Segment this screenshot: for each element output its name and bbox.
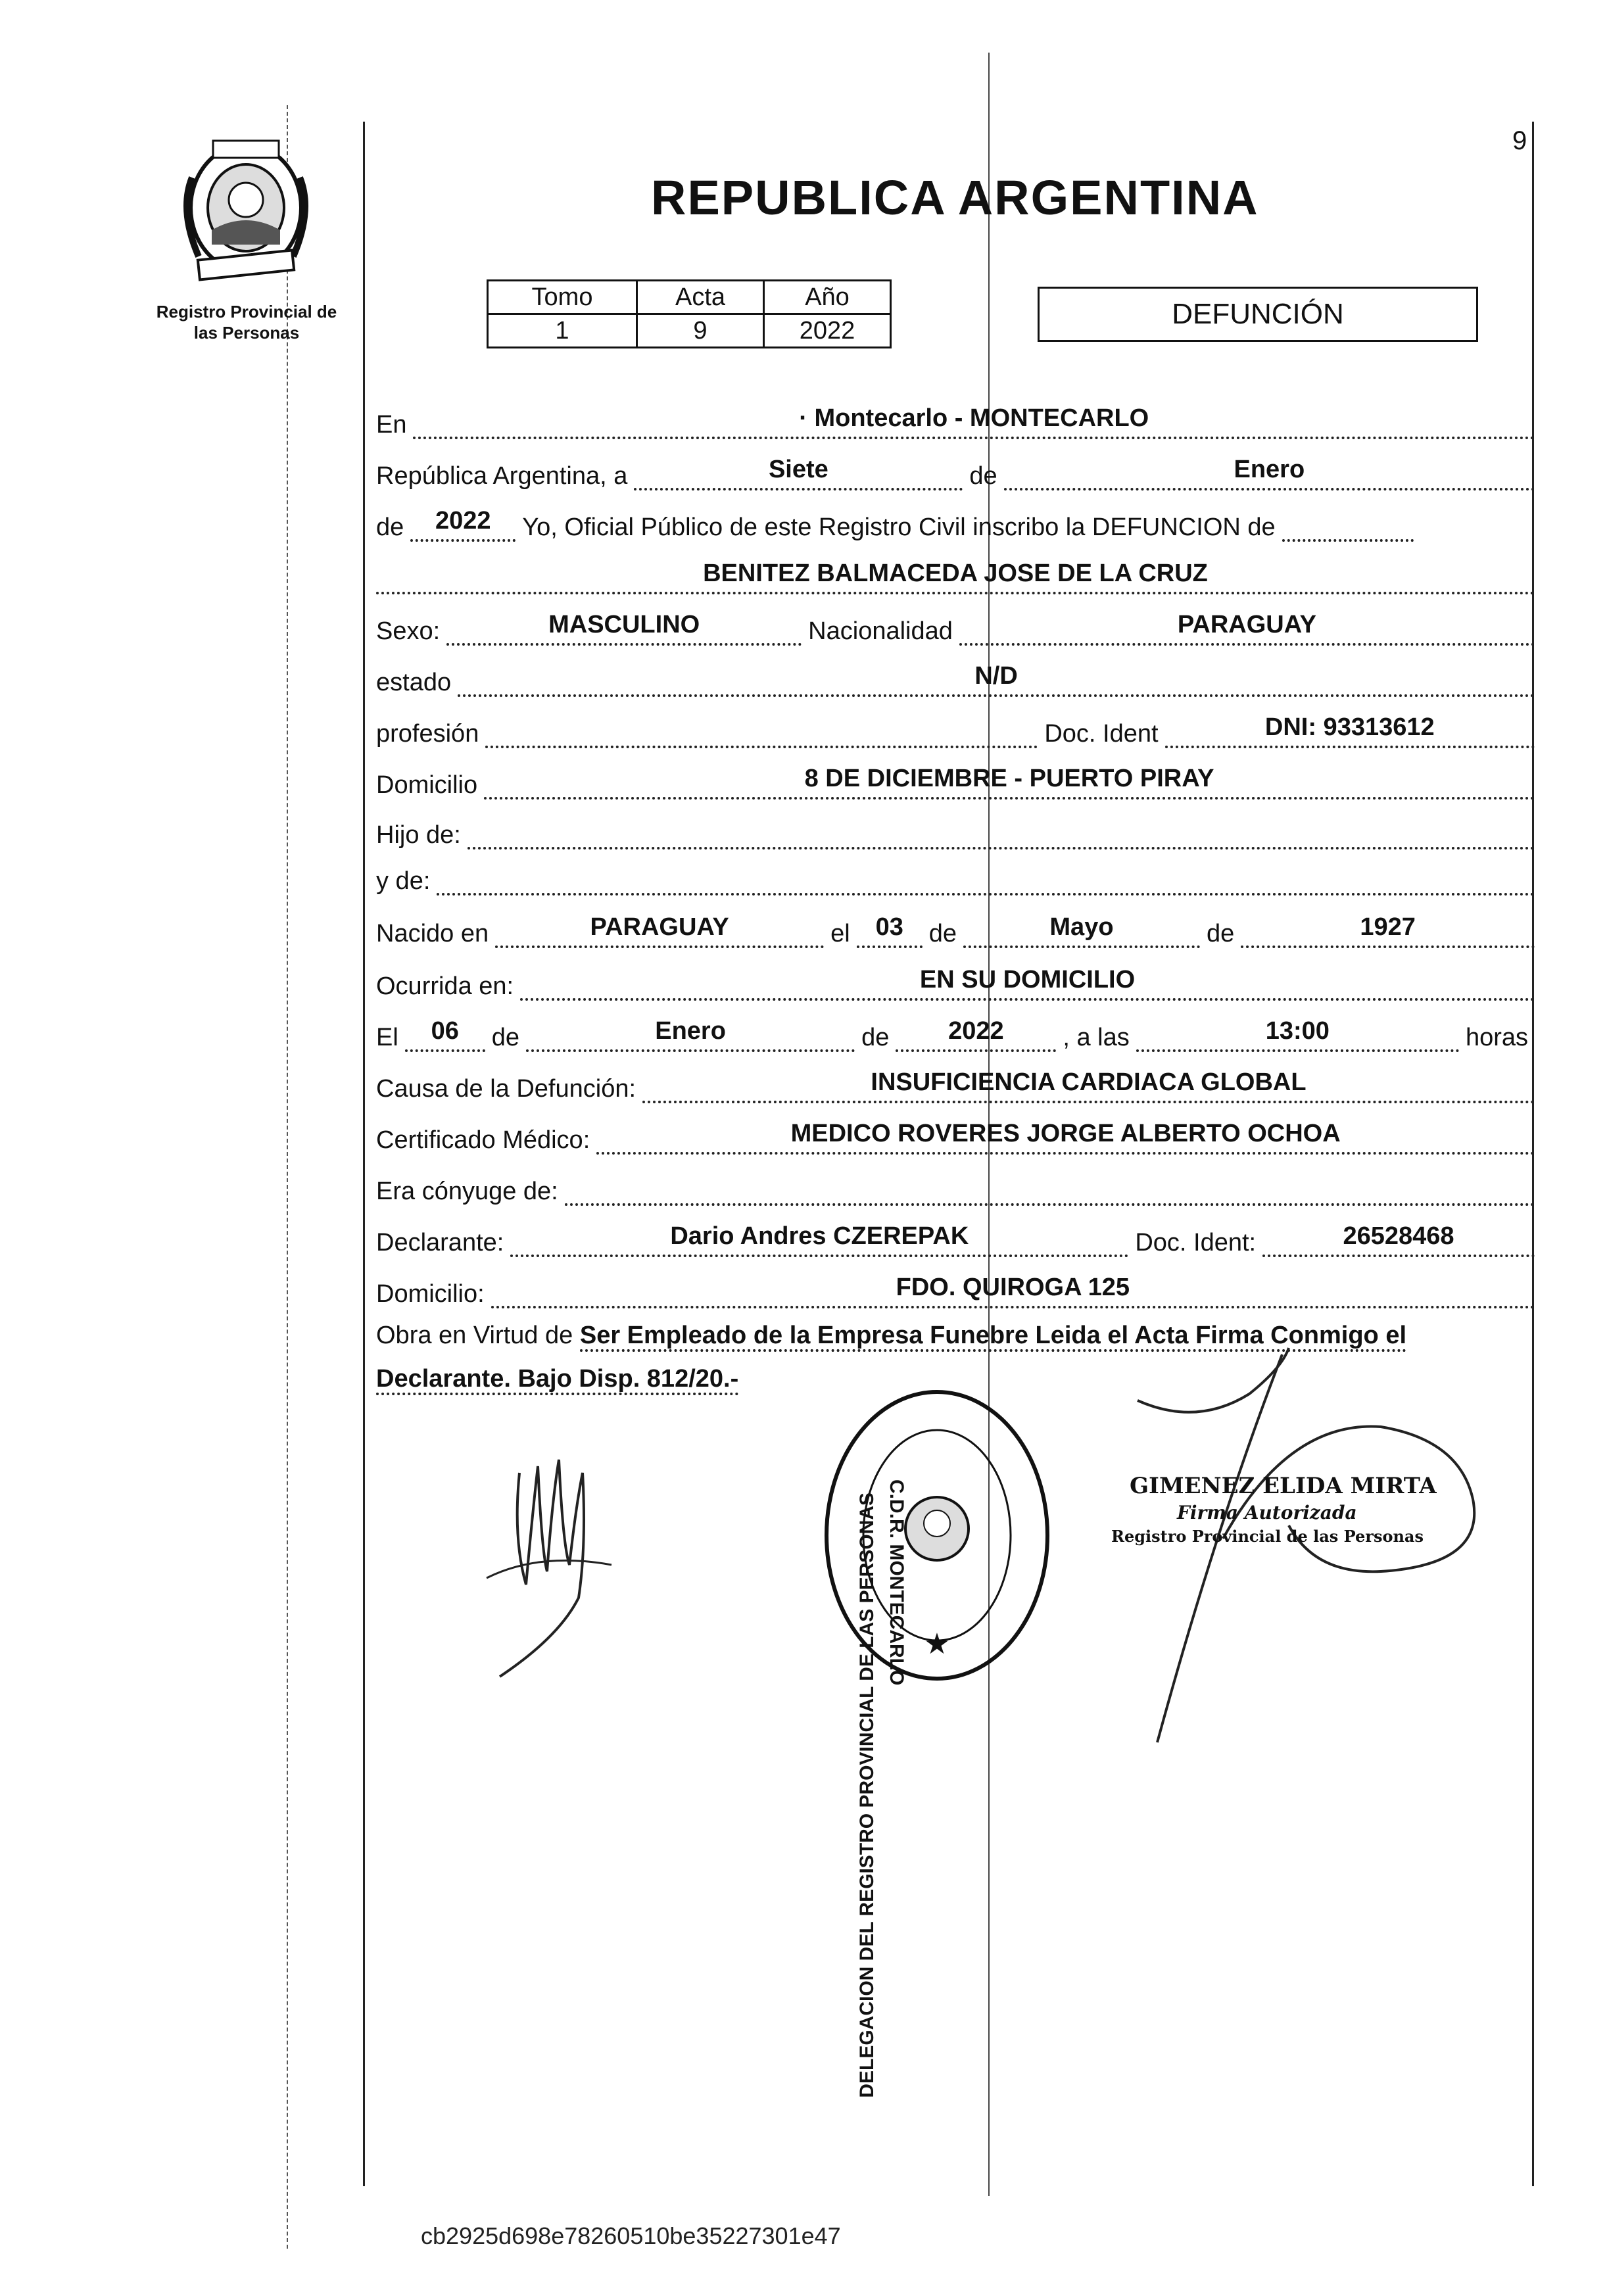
value-deceased-name: BENITEZ BALMACEDA JOSE DE LA CRUZ [703, 560, 1208, 587]
stamp-ring-text: DELEGACION DEL REGISTRO PROVINCIAL DE LAS PERSONAS [856, 1493, 878, 2098]
registry-table [487, 279, 892, 348]
value-certificado: MEDICO ROVERES JORGE ALBERTO OCHOA [790, 1120, 1341, 1147]
label-certificado: Certificado Médico: [376, 1126, 590, 1154]
label-alas: , a las [1063, 1024, 1130, 1051]
header-anio: Año [764, 281, 891, 314]
row-hijo [376, 813, 1535, 849]
label-decl-doc: Doc. Ident: [1135, 1229, 1257, 1256]
official-role: Firma Autorizada [1177, 1502, 1357, 1523]
statement-text: Yo, Oficial Público de este Registro Civil inscribo la DEFUNCION de [522, 514, 1276, 541]
field-profesion [485, 711, 1038, 748]
field-yde [437, 859, 1535, 896]
field-year [410, 505, 516, 542]
value-birth-month: Mayo [1049, 913, 1114, 941]
field-birth-day [857, 911, 923, 948]
value-acta: 9 [637, 314, 764, 348]
official-name: GIMENEZ ELIDA MIRTA [1130, 1473, 1437, 1499]
label-de3: de [1206, 920, 1235, 947]
value-birth-year: 1927 [1360, 913, 1416, 941]
label-profesion: profesión [376, 720, 479, 748]
field-month [1004, 454, 1535, 490]
field-death-year [896, 1015, 1056, 1052]
label-sexo: Sexo: [376, 617, 441, 645]
label-obra: Obra en Virtud de [376, 1322, 573, 1349]
row-sexo [376, 609, 1535, 646]
office-line-1: Registro Provincial de [156, 302, 337, 322]
field-sexo [446, 609, 802, 646]
label-ocurrida: Ocurrida en: [376, 972, 514, 1000]
value-death-year: 2022 [948, 1017, 1004, 1045]
row-ocurrida [376, 964, 1535, 1001]
label-en: En [376, 411, 407, 439]
field-birth-month [963, 911, 1200, 948]
label-declarante: Declarante: [376, 1229, 504, 1256]
row-domicilio [376, 763, 1535, 800]
value-place: · Montecarlo - MONTECARLO [799, 404, 1149, 432]
label-doc: Doc. Ident [1044, 720, 1159, 748]
value-decl-domicilio: FDO. QUIROGA 125 [896, 1274, 1130, 1301]
value-domicilio: 8 DE DICIEMBRE - PUERTO PIRAY [804, 765, 1214, 792]
header-acta: Acta [637, 281, 764, 314]
row-declarante [376, 1220, 1535, 1257]
record-type-box: DEFUNCIÓN [1038, 287, 1478, 342]
field-conyuge [565, 1169, 1535, 1206]
value-estado: N/D [974, 662, 1018, 690]
field-nacionalidad [959, 609, 1535, 646]
label-de4: de [491, 1024, 520, 1051]
province-seal-icon [172, 132, 320, 289]
label-causa: Causa de la Defunción: [376, 1075, 636, 1103]
document-hash: cb2925d698e78260510be35227301e47 [421, 2222, 841, 2249]
value-sexo: MASCULINO [548, 611, 700, 638]
label-de5: de [861, 1024, 890, 1051]
delegation-stamp [819, 1384, 1055, 1686]
value-death-day: 06 [431, 1017, 459, 1045]
field-causa [642, 1066, 1535, 1103]
field-domicilio [484, 763, 1535, 800]
label-year-prefix: de [376, 514, 404, 541]
value-nacido-en: PARAGUAY [590, 913, 729, 941]
field-decl-doc [1262, 1220, 1535, 1257]
office-line-2: las Personas [193, 323, 300, 343]
field-death-time [1136, 1015, 1459, 1052]
label-el: el [830, 920, 850, 947]
field-estado [458, 660, 1535, 697]
value-month: Enero [1234, 456, 1305, 483]
registry-office-label [141, 301, 352, 343]
field-birth-year [1241, 911, 1535, 948]
label-de2: de [928, 920, 957, 947]
value-causa: INSUFICIENCIA CARDIACA GLOBAL [871, 1068, 1307, 1096]
label-de: de [969, 462, 997, 490]
label-yde: y de: [376, 867, 431, 895]
row-certificado [376, 1118, 1535, 1155]
field-place [413, 402, 1535, 439]
official-office: Registro Provincial de las Personas [1111, 1527, 1424, 1546]
field-certificado [596, 1118, 1535, 1155]
row-yde [376, 859, 1535, 896]
value-ocurrida: EN SU DOMICILIO [919, 966, 1136, 993]
field-death-month [526, 1015, 855, 1052]
row-nacido [376, 911, 1535, 948]
field-doc [1165, 711, 1535, 748]
value-year: 2022 [435, 507, 491, 535]
left-margin-rule [363, 122, 365, 2186]
field-decl-domicilio [491, 1272, 1535, 1308]
row-estado [376, 660, 1535, 697]
declarant-signature [460, 1433, 658, 1696]
label-el2: El [376, 1024, 398, 1051]
label-conyuge: Era cónyuge de: [376, 1178, 558, 1205]
value-anio: 2022 [764, 314, 891, 348]
svg-text:★: ★ [924, 1627, 950, 1661]
value-birth-day: 03 [875, 913, 903, 941]
value-nacionalidad: PARAGUAY [1177, 611, 1317, 638]
value-tomo: 1 [488, 314, 637, 348]
row-profesion [376, 711, 1535, 748]
row-decl-domicilio [376, 1272, 1535, 1308]
binding-dash-line [287, 105, 288, 2249]
field-statement-tail [1282, 505, 1414, 542]
row-en [376, 402, 1535, 439]
value-obra: Ser Empleado de la Empresa Funebre Leida el Acta Firma Conmigo el Declarante. Bajo Disp. 812/20.- [376, 1322, 1406, 1395]
field-nacido-en [495, 911, 824, 948]
field-deceased-name [376, 558, 1535, 594]
value-decl-doc: 26528468 [1343, 1222, 1454, 1250]
label-domicilio: Domicilio [376, 771, 478, 799]
row-death-date [376, 1015, 1535, 1052]
page-title: REPUBLICA ARGENTINA [651, 170, 1259, 225]
registry-value-row [488, 314, 891, 348]
label-hijo: Hijo de: [376, 821, 461, 849]
row-causa [376, 1066, 1535, 1103]
value-day-word: Siete [768, 456, 828, 483]
value-declarante: Dario Andres CZEREPAK [670, 1222, 969, 1250]
header-tomo: Tomo [488, 281, 637, 314]
stamp-inner-text: C.D.R. MONTECARLO [886, 1479, 907, 1686]
row-date [376, 454, 1535, 490]
field-death-day [405, 1015, 485, 1052]
row-statement [376, 505, 1535, 542]
value-death-time: 13:00 [1265, 1017, 1330, 1045]
row-name [376, 558, 1535, 594]
label-nacido: Nacido en [376, 920, 489, 947]
page-number: 9 [1512, 126, 1527, 155]
field-hijo [468, 813, 1535, 849]
registry-header-row [488, 281, 891, 314]
label-nacionalidad: Nacionalidad [808, 617, 953, 645]
field-declarante [510, 1220, 1128, 1257]
value-death-month: Enero [655, 1017, 726, 1045]
label-decl-domicilio: Domicilio: [376, 1280, 485, 1308]
label-estado: estado [376, 669, 452, 696]
row-conyuge [376, 1169, 1535, 1206]
field-day-word [634, 454, 963, 490]
label-republica: República Argentina, a [376, 462, 628, 490]
label-horas: horas [1465, 1024, 1528, 1051]
value-doc: DNI: 93313612 [1264, 713, 1435, 741]
field-ocurrida [520, 964, 1535, 1001]
